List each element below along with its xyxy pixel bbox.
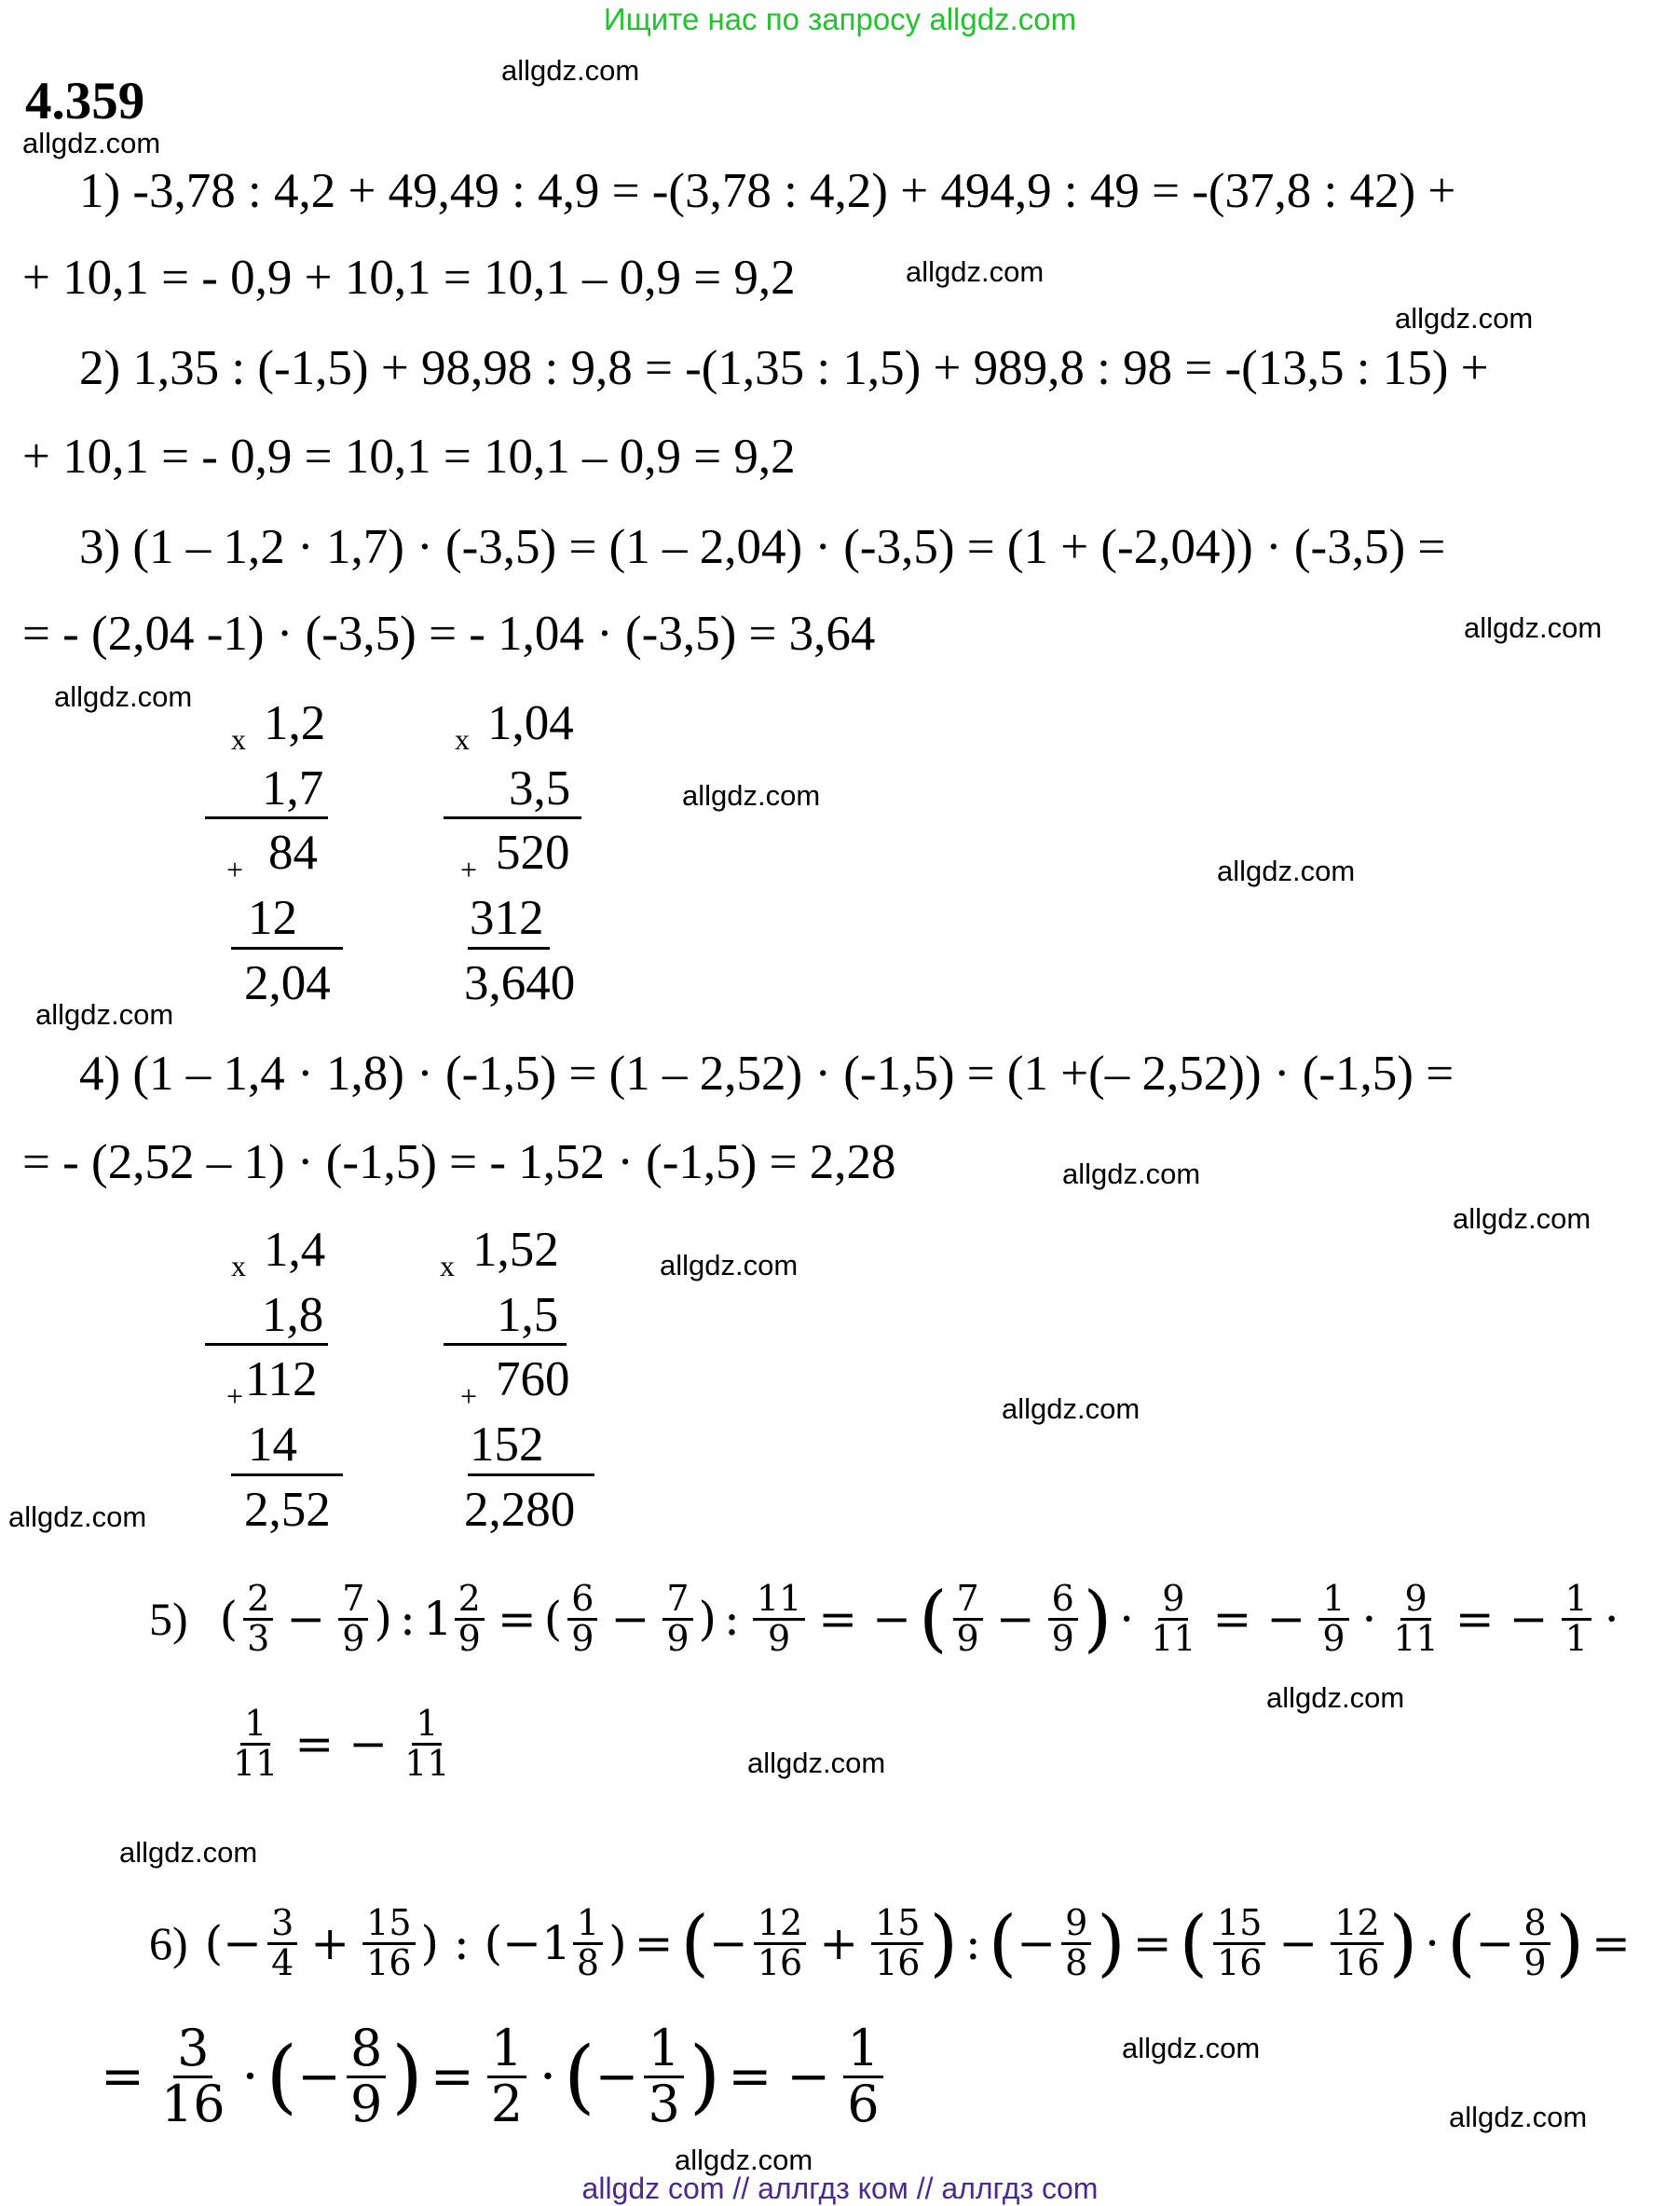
equals-sign: = bbox=[818, 1592, 858, 1646]
calc-underline bbox=[231, 1473, 343, 1476]
fraction: $\frac{1}{8}$ bbox=[573, 1905, 603, 1982]
calc-row: 1,8 bbox=[262, 1288, 324, 1342]
calc-result: 2,52 bbox=[244, 1483, 331, 1537]
watermark: allgdz.com bbox=[747, 1747, 886, 1779]
fraction: $\frac{2}{9}$ bbox=[455, 1581, 485, 1658]
dot-operator: · bbox=[1119, 1592, 1135, 1646]
fraction: $\frac{3}{16}$ bbox=[160, 2019, 225, 2133]
minus-sign: − bbox=[1509, 1592, 1549, 1646]
paren: ( bbox=[219, 1592, 239, 1646]
minus-sign: − bbox=[995, 1592, 1035, 1646]
mixed-whole: 1 bbox=[422, 1592, 453, 1646]
calc-row: 520 bbox=[496, 826, 570, 880]
problem-6-line-1: 6) (− $\frac{3}{4}$ + $\frac{15}{16}$ ) : (− 1 $\frac{1}{8}$ ) = ( − $\frac{12}{16}$ + $\frac{15}{16}$ ) : ( − $\frac{9}{8}$ ) = ( $\frac{15}{16}$ − $\frac{12}{16}$ ) · ( − $\frac{8}{9}$ ) = bbox=[149, 1901, 1631, 1985]
calc-underline bbox=[468, 947, 550, 950]
problem-4-line-2: = - (2,52 – 1) · (-1,5) = - 1,52 · (-1,5) = 2,28 bbox=[22, 1135, 896, 1189]
calc-row: 3,5 bbox=[509, 761, 571, 815]
watermark: allgdz.com bbox=[8, 1500, 147, 1533]
watermark: allgdz.com bbox=[906, 255, 1045, 288]
plus-sign: + bbox=[226, 1379, 244, 1413]
fraction: $\frac{1}{11}$ bbox=[404, 1703, 450, 1784]
watermark: allgdz.com bbox=[501, 54, 640, 87]
bottom-banner[interactable]: allgdz com // аллгдз ком // аллгдз com bbox=[581, 2172, 1099, 2205]
multiply-sign: x bbox=[440, 1249, 455, 1282]
fraction: $\frac{1}{6}$ bbox=[843, 2022, 882, 2131]
calc-row: 1,2 bbox=[264, 696, 326, 750]
watermark: allgdz.com bbox=[1449, 2101, 1588, 2133]
fraction: $\frac{7}{9}$ bbox=[662, 1581, 692, 1658]
multiply-sign: x bbox=[455, 722, 470, 756]
watermark: allgdz.com bbox=[1464, 611, 1603, 644]
fraction: $\frac{15}{16}$ bbox=[871, 1905, 923, 1982]
problem-2-line-1: 2) 1,35 : (-1,5) + 98,98 : 9,8 = -(1,35 : 1,5) + 989,8 : 98 = -(13,5 : 15) + bbox=[79, 341, 1489, 395]
plus-sign: + bbox=[460, 853, 478, 886]
fraction: $\frac{7}{9}$ bbox=[953, 1581, 983, 1658]
fraction: $\frac{15}{16}$ bbox=[1213, 1905, 1265, 1982]
calc-underline bbox=[231, 947, 343, 950]
minus-sign: − bbox=[1266, 1592, 1306, 1646]
watermark: allgdz.com bbox=[675, 2144, 813, 2176]
problem-number: 4.359 bbox=[25, 72, 145, 130]
calc-row: 1,52 bbox=[472, 1223, 559, 1277]
equals-sign: = bbox=[294, 1717, 335, 1772]
watermark: allgdz.com bbox=[1062, 1158, 1201, 1190]
fraction: $\frac{9}{8}$ bbox=[1061, 1905, 1091, 1982]
paren: ) bbox=[1083, 1577, 1113, 1661]
problem-5-line-1 bbox=[149, 1577, 1627, 1661]
problem-1-line-1: 1) -3,78 : 4,2 + 49,49 : 4,9 = -(3,78 : 4,2) + 494,9 : 49 = -(37,8 : 42) + bbox=[79, 164, 1456, 218]
plus-sign: + bbox=[460, 1379, 478, 1413]
multiply-sign: x bbox=[231, 722, 246, 756]
problem-6-label: 6) bbox=[149, 1917, 188, 1969]
calc-row: 312 bbox=[470, 891, 544, 945]
problem-5-line-2 bbox=[224, 1703, 459, 1784]
minus-sign: − bbox=[348, 1717, 389, 1772]
multiply-sign: x bbox=[231, 1249, 246, 1282]
watermark: allgdz.com bbox=[35, 998, 174, 1031]
problem-6-line-2: = $\frac{3}{16}$ · ( − $\frac{8}{9}$ ) = $\frac{1}{2}$ · ( − $\frac{1}{3}$ ) = − $\frac{1}{6}$ bbox=[93, 2022, 889, 2131]
watermark: allgdz.com bbox=[682, 779, 821, 812]
calc-underline bbox=[444, 1343, 567, 1346]
paren: ( bbox=[543, 1592, 563, 1646]
fraction: $\frac{1}{3}$ bbox=[644, 2022, 683, 2131]
fraction: $\frac{6}{9}$ bbox=[1048, 1581, 1078, 1658]
calc-underline bbox=[468, 1473, 594, 1476]
minus-sign: − bbox=[872, 1592, 912, 1646]
calc-row: 12 bbox=[248, 891, 297, 945]
watermark: allgdz.com bbox=[660, 1249, 799, 1281]
watermark: allgdz.com bbox=[1266, 1681, 1405, 1714]
watermark: allgdz.com bbox=[1453, 1202, 1591, 1235]
paren: ( bbox=[919, 1577, 948, 1661]
watermark: allgdz.com bbox=[22, 127, 161, 159]
problem-4-line-1: 4) (1 – 1,4 · 1,8) · (-1,5) = (1 – 2,52) · (-1,5) = (1 +(– 2,52)) · (-1,5) = bbox=[79, 1047, 1455, 1101]
calc-underline bbox=[205, 816, 328, 819]
fraction: $\frac{1}{11}$ bbox=[233, 1703, 279, 1784]
problem-3-line-2: = - (2,04 -1) · (-3,5) = - 1,04 · (-3,5) = 3,64 bbox=[22, 607, 876, 661]
equals-sign: = bbox=[497, 1592, 537, 1646]
minus-sign: − bbox=[610, 1592, 650, 1646]
calc-row: 1,04 bbox=[487, 696, 574, 750]
fraction: $\frac{8}{9}$ bbox=[1520, 1905, 1550, 1982]
calc-row: 14 bbox=[248, 1418, 297, 1472]
plus-sign: + bbox=[226, 853, 244, 886]
watermark: allgdz.com bbox=[1217, 855, 1356, 887]
fraction: $\frac{7}{9}$ bbox=[338, 1581, 368, 1658]
watermark: allgdz.com bbox=[1395, 302, 1534, 335]
problem-5-label: 5) bbox=[149, 1593, 188, 1645]
paren: ) bbox=[374, 1592, 392, 1646]
problem-2-line-2: + 10,1 = - 0,9 = 10,1 = 10,1 – 0,9 = 9,2 bbox=[22, 430, 796, 484]
calc-row: 84 bbox=[268, 826, 318, 880]
top-banner[interactable]: Ищите нас по запросу allgdz.com bbox=[603, 2, 1077, 36]
colon: : bbox=[724, 1592, 740, 1646]
fraction: $\frac{12}{16}$ bbox=[754, 1905, 806, 1982]
watermark: allgdz.com bbox=[1002, 1392, 1140, 1425]
calc-row: 1,4 bbox=[264, 1223, 326, 1277]
calc-row: 152 bbox=[470, 1418, 544, 1472]
fraction: $\frac{8}{9}$ bbox=[347, 2022, 386, 2131]
equals-sign: = bbox=[1212, 1592, 1252, 1646]
watermark: allgdz.com bbox=[1122, 2032, 1261, 2064]
fraction: $\frac{6}{9}$ bbox=[567, 1581, 597, 1658]
calc-result: 2,04 bbox=[244, 956, 331, 1010]
problem-3-line-1: 3) (1 – 1,2 · 1,7) · (-3,5) = (1 – 2,04) · (-3,5) = (1 + (-2,04)) · (-3,5) = bbox=[79, 520, 1446, 574]
problem-1-line-2: + 10,1 = - 0,9 + 10,1 = 10,1 – 0,9 = 9,2 bbox=[22, 251, 796, 305]
calc-row: 1,5 bbox=[497, 1288, 559, 1342]
calc-underline bbox=[444, 816, 581, 819]
dot-operator: · bbox=[1604, 1592, 1619, 1646]
calc-result: 2,280 bbox=[464, 1483, 576, 1537]
fraction: $\frac{9}{11}$ bbox=[1393, 1577, 1439, 1659]
fraction: $\frac{11}{9}$ bbox=[753, 1581, 805, 1658]
fraction: $\frac{9}{11}$ bbox=[1151, 1577, 1196, 1659]
paren: ) bbox=[698, 1592, 717, 1646]
fraction: $\frac{1}{1}$ bbox=[1562, 1581, 1591, 1658]
colon: : bbox=[399, 1592, 416, 1646]
calc-result: 3,640 bbox=[464, 956, 576, 1010]
watermark: allgdz.com bbox=[119, 1836, 258, 1869]
calc-row: 112 bbox=[245, 1352, 318, 1406]
minus-sign: − bbox=[286, 1592, 326, 1646]
calc-row: 760 bbox=[496, 1352, 570, 1406]
fraction: $\frac{1}{2}$ bbox=[487, 2022, 526, 2131]
watermark: allgdz.com bbox=[54, 680, 193, 713]
fraction: $\frac{12}{16}$ bbox=[1331, 1905, 1383, 1982]
calc-underline bbox=[205, 1343, 328, 1346]
fraction: $\frac{1}{9}$ bbox=[1318, 1581, 1348, 1658]
dot-operator: · bbox=[1361, 1592, 1377, 1646]
mixed-whole: 1 bbox=[541, 1916, 571, 1970]
fraction: $\frac{3}{4}$ bbox=[267, 1905, 297, 1982]
equals-sign: = bbox=[1455, 1592, 1495, 1646]
fraction: $\frac{2}{3}$ bbox=[243, 1581, 273, 1658]
calc-row: 1,7 bbox=[262, 761, 324, 815]
fraction: $\frac{15}{16}$ bbox=[362, 1905, 415, 1982]
